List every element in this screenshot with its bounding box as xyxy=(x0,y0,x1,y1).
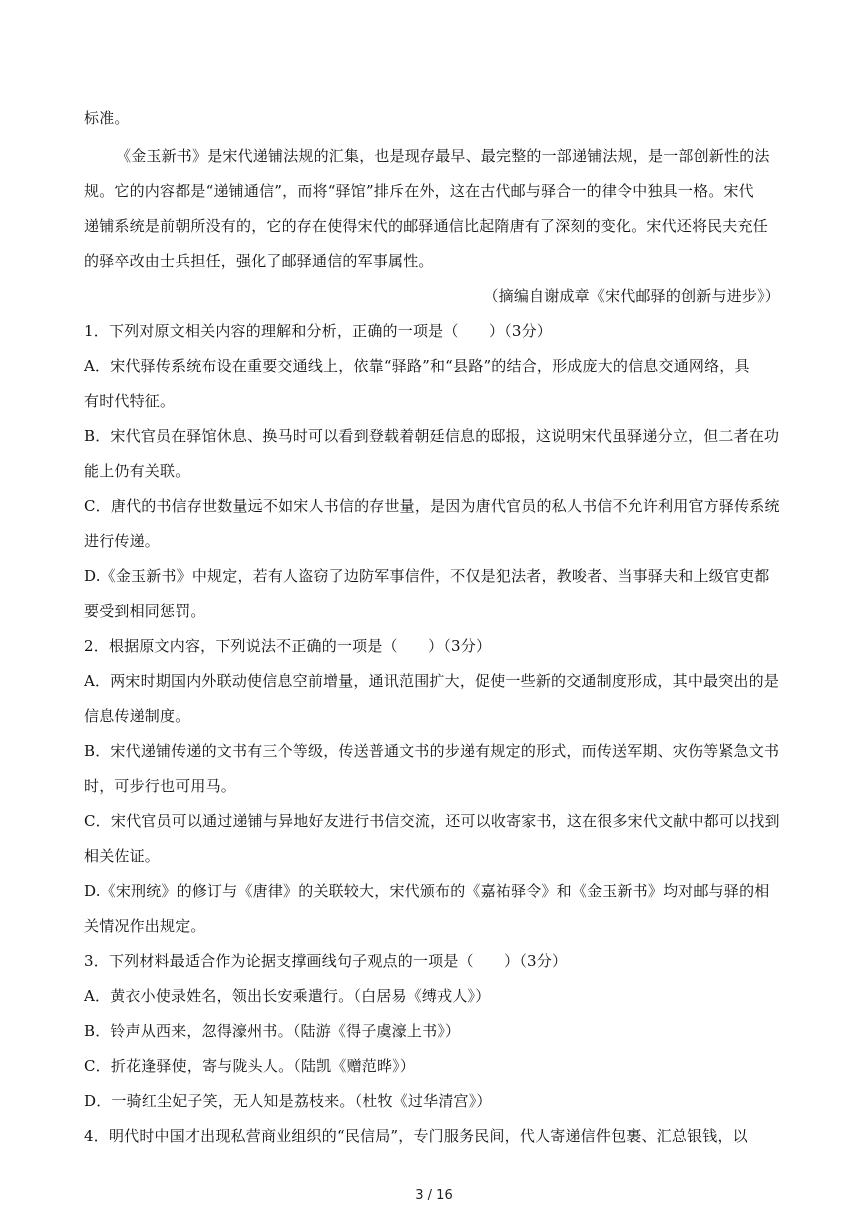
option-text: A．两宋时期国内外联动使信息空前增量，通讯范围扩大，促使一些新的交通制度形成，其中最突出的是 xyxy=(84,672,780,690)
question-4: 4．明代时中国才出现私营商业组织的“民信局”，专门服务民间，代人寄递信件包裹、汇总银钱，以 xyxy=(84,1127,748,1145)
option-text: 能上仍有关联。 xyxy=(84,462,191,480)
option-text: A．黄衣小使录姓名，领出长安乘遣行。（白居易《缚戎人》） xyxy=(84,987,491,1005)
question-2: 2．根据原文内容，下列说法不正确的一项是（ ）（3分） xyxy=(84,637,492,655)
option-text: 要受到相同惩罚。 xyxy=(84,602,206,620)
question-1: 1．下列对原文相关内容的理解和分析，正确的一项是（ ）（3分） xyxy=(84,322,552,340)
option-text: A．宋代驿传系统布设在重要交通线上，依靠“驿路”和“县路”的结合，形成庞大的信息交通网络，具 xyxy=(84,357,750,375)
option-text: 相关佐证。 xyxy=(84,847,161,865)
option-text: B．宋代递铺传递的文书有三个等级，传送普通文书的步递有规定的形式，而传送军期、灾伤等紧急文书 xyxy=(84,742,780,760)
page-number: 3 / 16 xyxy=(415,1188,453,1203)
option-text: C．唐代的书信存世数量远不如宋人书信的存世量，是因为唐代官员的私人书信不允许利用官方驿传系统 xyxy=(84,497,780,515)
option-text: 关情况作出规定。 xyxy=(84,917,206,935)
text-line: 《金玉新书》是宋代递铺法规的汇集，也是现存最早、最完整的一部递铺法规，是一部创新性的法 xyxy=(116,147,770,165)
source-citation: （摘编自谢成章《宋代邮驿的创新与进步》） xyxy=(483,287,780,305)
text-line: 标准。 xyxy=(84,109,130,127)
option-text: B．宋代官员在驿馆休息、换马时可以看到登载着朝廷信息的邸报，这说明宋代虽驿递分立，但二者在功 xyxy=(84,427,780,445)
option-text: D．一骑红尘妃子笑，无人知是荔枝来。（杜牧《过华清宫》） xyxy=(84,1092,492,1110)
option-text: D.《宋刑统》的修订与《唐律》的关联较大，宋代颁布的《嘉祐驿令》和《金玉新书》均对邮与驿的相 xyxy=(84,882,770,900)
option-text: 信息传递制度。 xyxy=(84,707,191,725)
question-3: 3．下列材料最适合作为论据支撑画线句子观点的一项是（ ）（3分） xyxy=(84,952,568,970)
text-line: 递铺系统是前朝所没有的，它的存在使得宋代的邮驿通信比起隋唐有了深刻的变化。宋代还将民夫充任 xyxy=(84,217,769,235)
option-text: C．宋代官员可以通过递铺与异地好友进行书信交流，还可以收寄家书，这在很多宋代文献中都可以找到 xyxy=(84,812,780,830)
option-text: 进行传递。 xyxy=(84,532,161,550)
text-line: 规。它的内容都是“递铺通信”，而将“驿馆”排斥在外，这在古代邮与驿合一的律令中独具一格。宋代 xyxy=(84,182,754,200)
option-text: D.《金玉新书》中规定，若有人盗窃了边防军事信件，不仅是犯法者，教唆者、当事驿夫和上级官吏都 xyxy=(84,567,770,585)
option-text: B．铃声从西来，忽得濠州书。（陆游《得子虞濠上书》） xyxy=(84,1022,461,1040)
text-line: 的驿卒改由士兵担任，强化了邮驿通信的军事属性。 xyxy=(84,252,434,270)
option-text: C．折花逢驿使，寄与陇头人。（陆凯《赠范晔》） xyxy=(84,1057,416,1075)
option-text: 有时代特征。 xyxy=(84,392,176,410)
option-text: 时，可步行也可用马。 xyxy=(84,777,237,795)
